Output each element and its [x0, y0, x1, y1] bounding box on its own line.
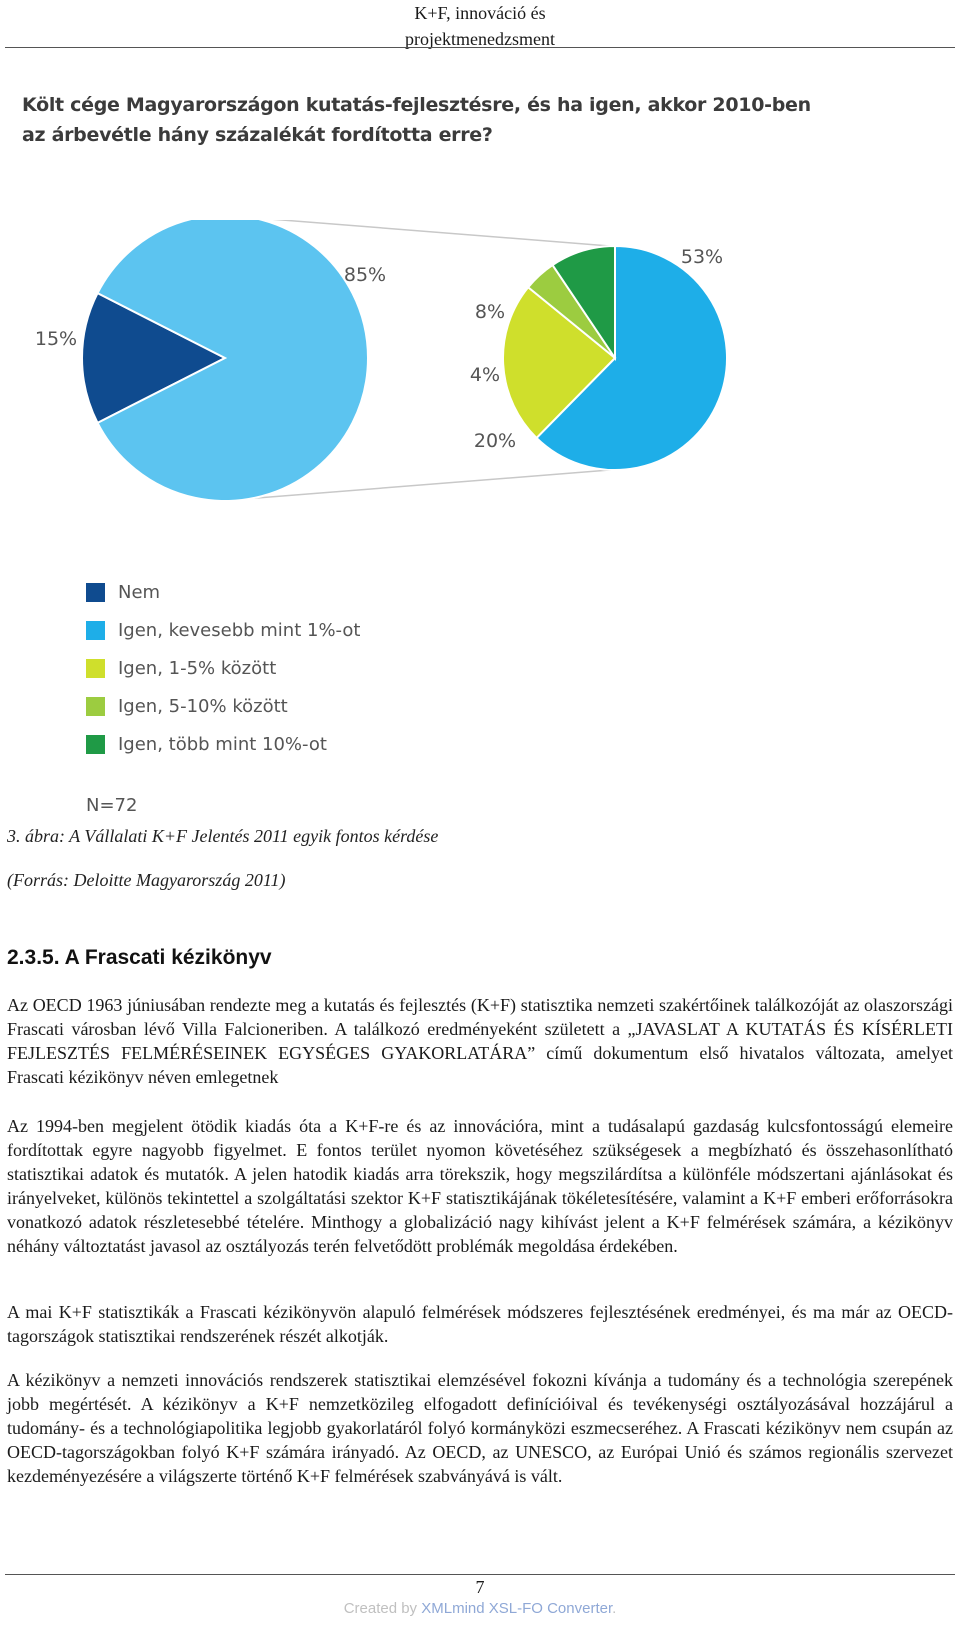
figure-source: (Forrás: Deloitte Magyarország 2011) [7, 870, 286, 890]
header-line-2: projektmenedzsment [405, 29, 555, 49]
legend-swatch [86, 659, 105, 678]
pie-label-85: 85% [343, 264, 387, 286]
sample-size-note: N=72 [86, 795, 138, 816]
legend-swatch [86, 735, 105, 754]
paragraph-1: Az OECD 1963 júniusában rendezte meg a kutatás és fejlesztés (K+F) statisztika nemzeti szakértőinek találkozóját az olaszországi Frascati városban lévő Villa Falcioneriben. A találkozó eredményeként született a „JAVASLAT A KUTATÁS ÉS KÍSÉRLETI FEJLESZTÉS FELMÉRÉSEINEK EGYSÉGES GYAKORLATÁRA” című dokumentum első hivatalos változata, amelyet Frascati kézikönyv néven emlegetnek [7, 995, 953, 1087]
figure-title-line-2: az árbevétle hány százalékát fordította erre? [22, 124, 493, 146]
legend-swatch [86, 621, 105, 640]
footer-rule [5, 1574, 955, 1575]
footer-prefix: Created by [343, 1600, 422, 1617]
pie-label-8: 8% [474, 301, 506, 323]
legend-swatch [86, 583, 105, 602]
page-number: 7 [475, 1577, 485, 1597]
legend-label: Igen, több mint 10%-ot [118, 733, 327, 755]
section-heading: 2.3.5. A Frascati kézikönyv [7, 946, 272, 969]
legend-label: Nem [118, 581, 161, 603]
legend-item [86, 725, 360, 763]
legend-label: Igen, 5-10% között [118, 695, 288, 717]
legend-item [86, 573, 360, 611]
pie-label-53: 53% [680, 246, 724, 268]
paragraph-2: Az 1994-ben megjelent ötödik kiadás óta a K+F-re és az innovációra, mint a tudásalapú gazdaság kulcsfontosságú elemeire fordítottak egyre nagyobb figyelmet. E fontos terület nyomon követéséhez szükségesek a megbízható és összehasonlítható statisztikai adatok és mutatók. A jelen hatodik kiadás arra törekszik, hogy megszilárdítsa a különféle módszertani ajánlásokat és irányelveket, különös tekintettel a szolgáltatási szektor K+F statisztikájának tökéletesítésére, valamint a K+F emberi erőforrásokra vonatkozó adatok részletesebbé tételére. Minthogy a globalizáció nagy kihívást jelent a K+F felmérések számára, a kézikönyv néhány változtatást javasol az osztályozás terén felvetődött problémák megoldása érdekében. [7, 1116, 953, 1256]
paragraph-3: A mai K+F statisztikák a Frascati kézikönyvön alapuló felmérések módszeres fejlesztésének eredményei, és ma már az OECD-tagországok statisztikai rendszerének részét alkotják. [7, 1302, 953, 1346]
pie-label-15: 15% [34, 328, 78, 350]
footer-suffix: . [612, 1600, 617, 1617]
figure-title [22, 90, 822, 150]
footer-link[interactable]: XMLmind XSL-FO Converter [421, 1600, 613, 1617]
figure-title-line-1: Költ cége Magyarországon kutatás-fejlesztésre, és ha igen, akkor 2010-ben [22, 94, 811, 116]
legend-swatch [86, 697, 105, 716]
legend-item [86, 649, 360, 687]
figure-caption: 3. ábra: A Vállalati K+F Jelentés 2011 egyik fontos kérdése [7, 826, 439, 846]
pie-label-4: 4% [469, 364, 501, 386]
header-rule [5, 47, 955, 48]
header-line-1: K+F, innováció és [414, 3, 546, 23]
legend-item [86, 687, 360, 725]
legend-label: Igen, 1-5% között [118, 657, 277, 679]
legend-item [86, 611, 360, 649]
chart-legend [86, 573, 360, 763]
footer-credit [0, 1600, 960, 1617]
pie-of-pie-chart [0, 220, 960, 500]
pie-label-20: 20% [473, 430, 517, 452]
legend-label: Igen, kevesebb mint 1%-ot [118, 619, 361, 641]
paragraph-4: A kézikönyv a nemzeti innovációs rendszerek statisztikai elemzésével fokozni kívánja a tudomány és a technológia szerepének jobb megértését. A kézikönyv a K+F nemzetközileg elfogadott definícióival és tevékenységi osztályozásával hozzájárul a tudomány- és a technológiapolitika legjobb gyakorlatáról folyó kormányközi eszmecseréhez. A Frascati kézikönyv nem csupán az OECD-tagországokban folyó K+F számára irányadó. Az OECD, az UNESCO, az Európai Unió és számos regionális szervezet kezdeményezésére a világszerte történő K+F felmérések szabványává is vált. [7, 1370, 953, 1486]
running-header [0, 0, 960, 52]
